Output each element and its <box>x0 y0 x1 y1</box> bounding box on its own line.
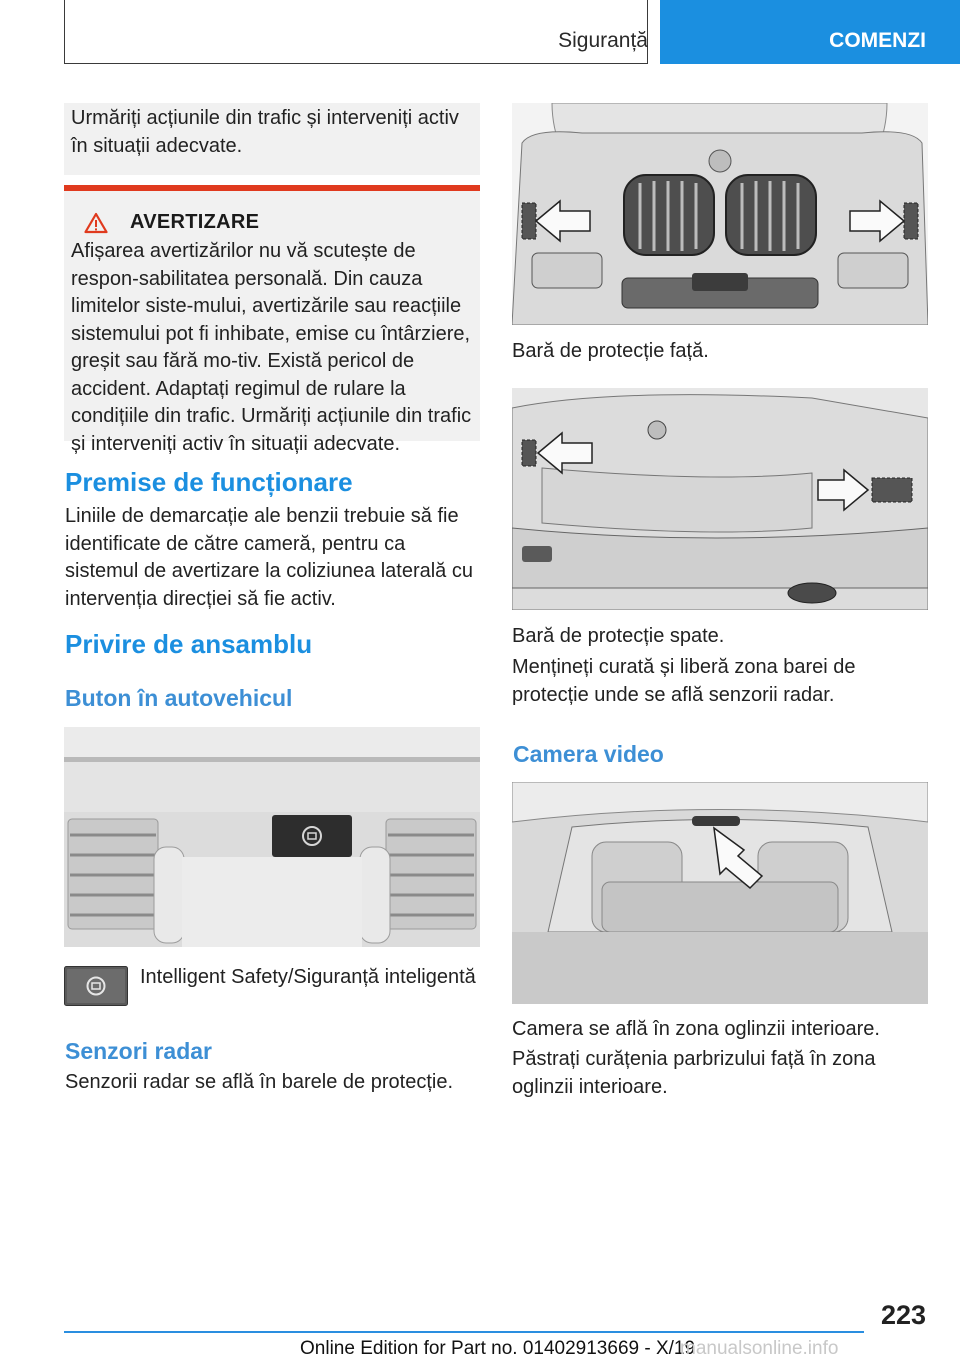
page-number: 223 <box>880 1300 926 1330</box>
warning-triangle-icon <box>84 212 108 234</box>
camera-title: Camera video <box>513 741 664 767</box>
premise-text: Liniile de demarcație ale benzii trebuie să fie identificate de către cameră, pentru ca sistemul de avertizare la coliziunea laterală cu intervenția direcției să fie activ. <box>65 505 473 610</box>
warning-text: Afișarea avertizărilor nu vă scutește de respon-sabilitatea personală. Din cauza limitelor siste-mului, avertizările sau reacțiile sistemului pot fi inhibate, emise cu întârziere, greșit sau fără mo-tiv. Există pericol de accident. Adaptați regimul de rulare la condițiile din trafic. Urmăriți acțiunile din trafic și interveniți activ în situații adecvate. <box>71 240 472 455</box>
button-section-title: Buton în autovehicul <box>65 685 293 711</box>
rear-bumper-caption: Bară de protecție spate. <box>512 625 725 647</box>
footer-edition: Online Edition for Part no. 01402913669 - X/19 <box>300 1338 696 1359</box>
rear-bumper-figure <box>512 388 928 610</box>
radar-text: Senzorii radar se află în barele de protecție. <box>65 1071 453 1093</box>
camera-text: Păstrați curățenia parbrizului față în zona oglinzii interioare. <box>512 1048 876 1098</box>
front-bumper-caption: Bară de protecție față. <box>512 340 709 362</box>
intro-box <box>64 103 480 175</box>
rear-bumper-text: Mențineți curată și liberă zona barei de protecție unde se află senzorii radar. <box>512 656 856 706</box>
footer-divider <box>64 1331 864 1333</box>
button-figure <box>64 727 480 947</box>
intelligent-safety-icon <box>64 966 128 1006</box>
header-tab-comenzi[interactable]: COMENZI <box>660 0 960 64</box>
overview-title: Privire de ansamblu <box>65 629 313 659</box>
camera-figure <box>512 782 928 1004</box>
warning-title: AVERTIZARE <box>130 211 260 233</box>
front-bumper-figure <box>512 103 928 325</box>
premise-title: Premise de funcționare <box>65 467 353 497</box>
radar-title: Senzori radar <box>65 1038 212 1064</box>
camera-caption: Camera se află în zona oglinzii interioare. <box>512 1018 880 1040</box>
footer-watermark: manualsonline.info <box>680 1338 839 1359</box>
header-section-title: Siguranță <box>558 29 648 52</box>
intro-text: Urmăriți acțiunile din trafic și interveniți activ în situații adecvate. <box>71 107 459 157</box>
button-caption: Intelligent Safety/Siguranță inteligentă <box>140 966 476 988</box>
warning-box <box>64 191 480 455</box>
